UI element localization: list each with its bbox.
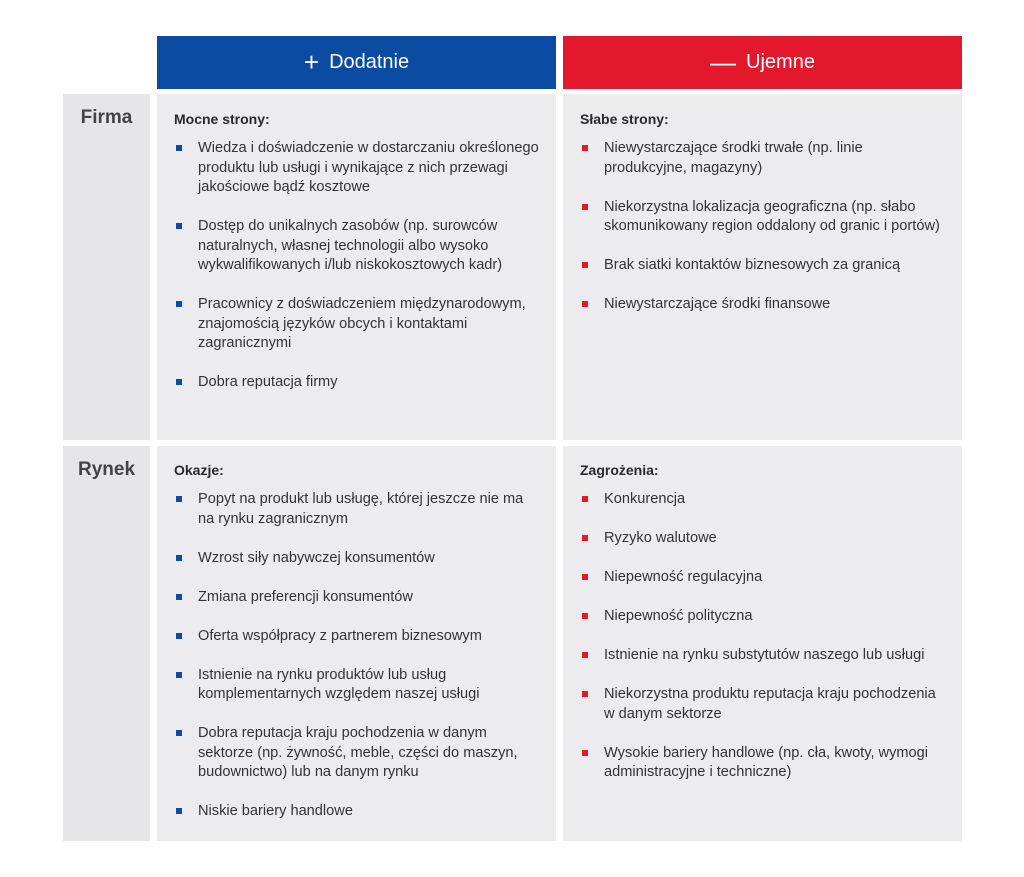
strengths-cell [157,94,556,440]
opportunities-title: Okazje: [174,462,224,478]
square-bullet-icon [582,496,588,502]
strengths-title: Mocne strony: [174,111,270,127]
weaknesses-title: Słabe strony: [580,111,669,127]
opportunities-list [174,490,542,822]
list-item: Niewystarczające środki trwałe (np. linie produkcyjne, magazyny) [580,139,948,178]
positive-column-header [157,36,556,89]
square-bullet-icon [582,691,588,697]
list-item: Niekorzystna produktu reputacja kraju pochodzenia w danym sektorze [580,685,948,724]
square-bullet-icon [582,613,588,619]
list-item: Niekorzystna lokalizacja geograficzna (np. słabo skomunikowany region oddalony od granic i portów) [580,198,948,237]
threats-cell [563,446,962,841]
minus-icon: — [710,46,737,77]
list-item: Niepewność regulacyjna [580,568,948,588]
list-item: Popyt na produkt lub usługę, której jeszcze nie ma na rynku zagranicznym [174,490,542,529]
list-item: Dobra reputacja firmy [174,373,542,393]
list-item: Niewystarczające środki finansowe [580,295,948,315]
list-item: Ryzyko walutowe [580,529,948,549]
square-bullet-icon [582,262,588,268]
opportunities-cell [157,446,556,841]
square-bullet-icon [176,555,182,561]
square-bullet-icon [582,145,588,151]
square-bullet-icon [176,301,182,307]
plus-icon: + [303,46,320,77]
square-bullet-icon [582,574,588,580]
square-bullet-icon [176,672,182,678]
negative-header-label: Ujemne [746,51,815,73]
threats-title: Zagrożenia: [580,462,659,478]
square-bullet-icon [582,535,588,541]
list-item: Pracownicy z doświadczeniem międzynarodowym, znajomością języków obcych i kontaktami zagranicznymi [174,295,542,354]
square-bullet-icon [582,204,588,210]
list-item: Dobra reputacja kraju pochodzenia w danym sektorze (np. żywność, meble, części do maszyn, budownictwo) lub na danym rynku [174,724,542,783]
positive-header-label: Dodatnie [329,51,410,73]
list-item: Dostęp do unikalnych zasobów (np. surowców naturalnych, własnej technologii albo wysoko wykwalifikowanych i/lub niskokosztowych kadr) [174,217,542,276]
square-bullet-icon [176,730,182,736]
weaknesses-cell [563,94,962,440]
square-bullet-icon [582,301,588,307]
list-item: Brak siatki kontaktów biznesowych za granicą [580,256,948,276]
list-item: Konkurencja [580,490,948,510]
list-item: Istnienie na rynku substytutów naszego lub usługi [580,646,948,666]
threats-list [580,490,948,783]
square-bullet-icon [582,652,588,658]
list-item: Wiedza i doświadczenie w dostarczaniu określonego produktu lub usługi i wynikające z nich przewagi jakościowe bądź kosztowe [174,139,542,198]
square-bullet-icon [176,145,182,151]
square-bullet-icon [176,633,182,639]
square-bullet-icon [176,379,182,385]
list-item: Zmiana preferencji konsumentów [174,588,542,608]
list-item: Wysokie bariery handlowe (np. cła, kwoty, wymogi administracyjne i techniczne) [580,744,948,783]
list-item: Wzrost siły nabywczej konsumentów [174,549,542,569]
square-bullet-icon [176,223,182,229]
list-item: Istnienie na rynku produktów lub usług komplementarnych względem naszej usługi [174,666,542,705]
square-bullet-icon [582,750,588,756]
strengths-list [174,139,542,393]
square-bullet-icon [176,808,182,814]
list-item: Niskie bariery handlowe [174,802,542,822]
row-label-rynek: Rynek [63,446,150,841]
row-label-firma: Firma [63,94,150,440]
square-bullet-icon [176,496,182,502]
weaknesses-list [580,139,948,315]
square-bullet-icon [176,594,182,600]
list-item: Oferta współpracy z partnerem biznesowym [174,627,542,647]
list-item: Niepewność polityczna [580,607,948,627]
negative-column-header [563,36,962,89]
